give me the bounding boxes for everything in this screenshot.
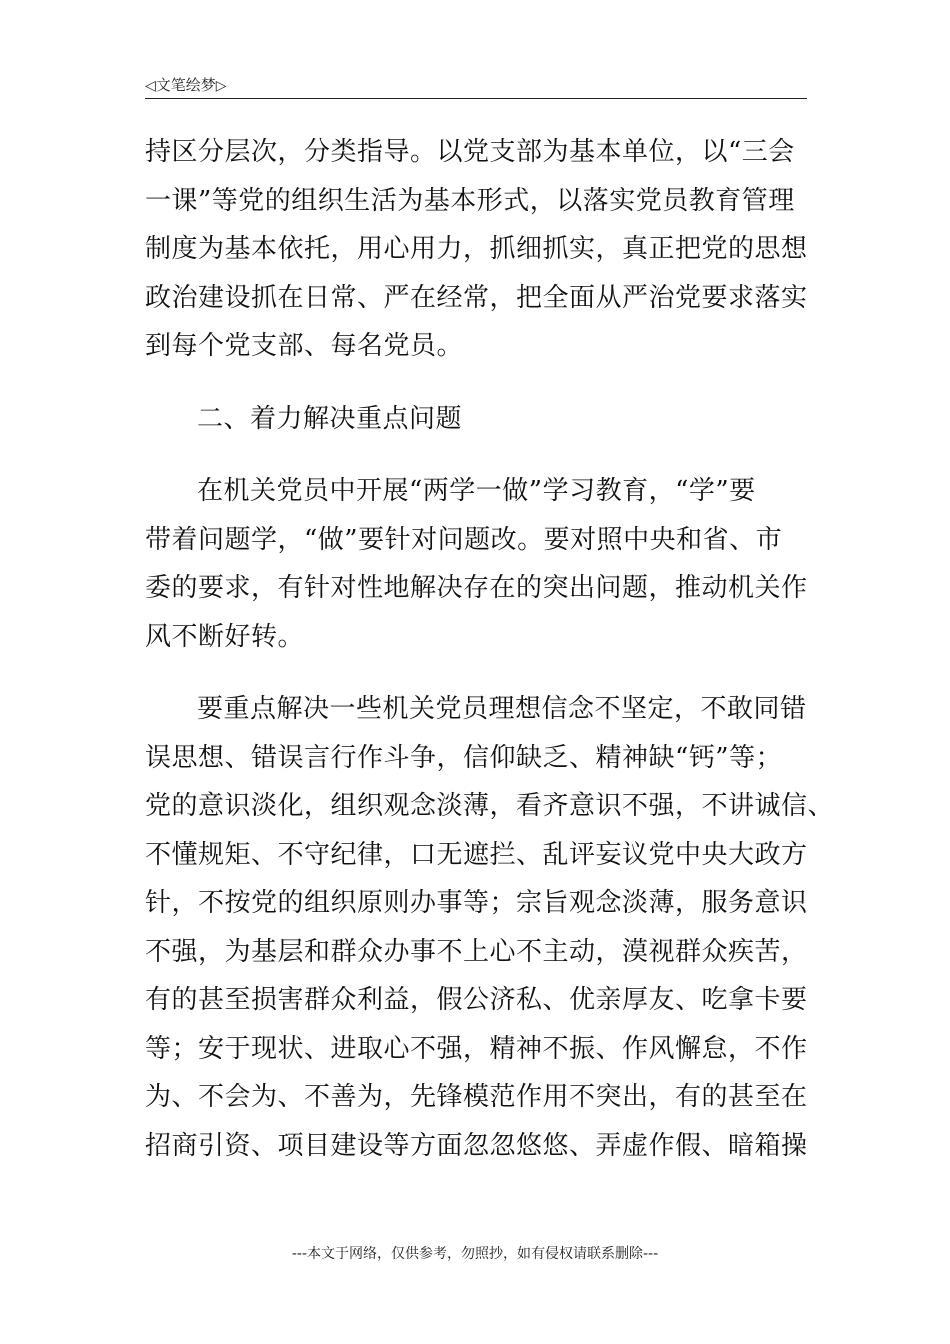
document-body [145, 128, 835, 1170]
text-line: 党的意识淡化，组织观念淡薄，看齐意识不强，不讲诚信、 [145, 791, 835, 821]
paragraph-1 [145, 128, 810, 371]
page-header [145, 72, 807, 99]
text-line: 等；安于现状、进取心不强，精神不振、作风懈怠，不作 [145, 1033, 808, 1064]
text-line: 风不断好转。 [145, 621, 305, 652]
text-line: 在机关党员中开展“两学一做”学习教育，“学”要 [197, 476, 756, 506]
paragraph-gap [145, 443, 810, 467]
text-line: 带着问题学，“做”要针对问题改。要对照中央和省、市 [145, 524, 783, 555]
paragraph-2 [145, 467, 810, 661]
text-line: 招商引资、项目建设等方面忽忽悠悠、弄虚作假、暗箱操 [145, 1130, 808, 1161]
text-line: 一课”等党的组织生活为基本形式，以落实党员教育管理 [145, 185, 795, 216]
left-triangle-icon: ◁ [145, 78, 156, 94]
text-line: 误思想、错误言行作斗争，信仰缺乏、精神缺“钙”等； [145, 742, 783, 773]
text-line: 到每个党支部、每名党员。 [145, 331, 464, 361]
header-title: 文笔绘梦 [155, 76, 216, 94]
paragraph-gap [145, 661, 810, 685]
text-line: 要重点解决一些机关党员理想信念不坚定，不敢同错 [197, 694, 807, 724]
text-line: 委的要求，有针对性地解决存在的突出问题，推动机关作 [145, 573, 808, 603]
section-heading: 二、着力解决重点问题 [197, 403, 463, 434]
paragraph-3 [145, 685, 835, 1170]
text-line: 制度为基本依托，用心用力，抓细抓实，真正把党的思想 [145, 234, 808, 264]
text-line: 不懂规矩、不守纪律，口无遮拦、乱评妄议党中央大政方 [145, 839, 808, 870]
text-line: 政治建设抓在日常、严在经常，把全面从严治党要求落实 [145, 282, 808, 313]
text-line: 持区分层次，分类指导。以党支部为基本单位，以“三会 [145, 137, 795, 167]
text-line: 为、不会为、不善为，先锋模范作用不突出，有的甚至在 [145, 1082, 808, 1112]
footer-disclaimer: ---本文于网络，仅供参考，勿照抄，如有侵权请联系删除--- [291, 1246, 659, 1262]
header-title-group [145, 74, 227, 95]
right-triangle-icon: ▷ [215, 78, 227, 94]
paragraph-gap [145, 371, 810, 395]
text-line: 不强，为基层和群众办事不上心不主动，漠视群众疾苦， [145, 936, 808, 967]
text-line: 针，不按党的组织原则办事等；宗旨观念淡薄，服务意识 [145, 888, 808, 918]
text-line: 有的甚至损害群众利益，假公济私、优亲厚友、吃拿卡要 [145, 985, 808, 1015]
